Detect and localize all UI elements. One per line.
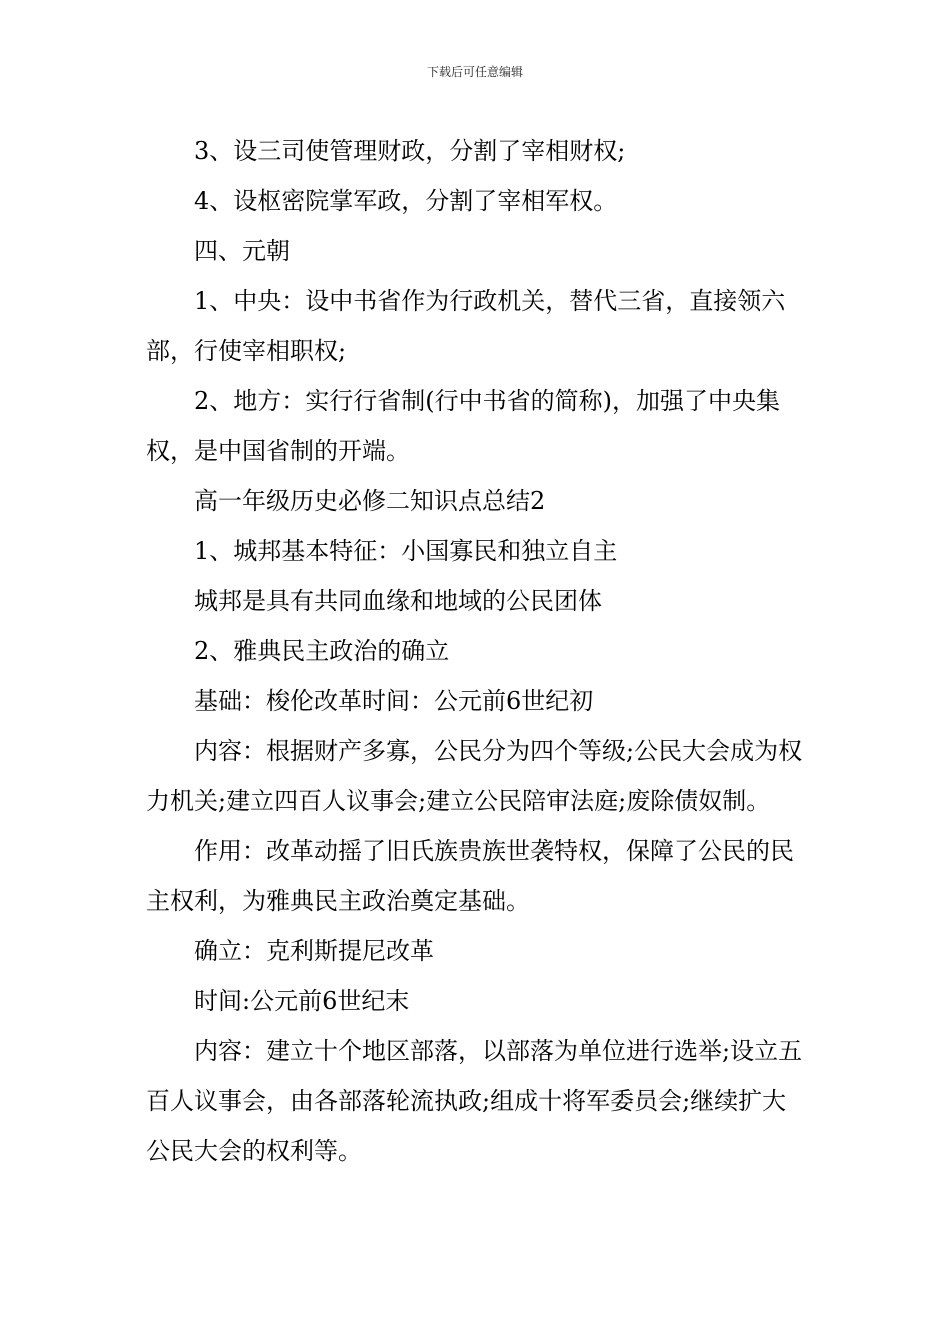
paragraph-cleisthenes-establishment: 确立：克利斯提尼改革	[194, 937, 434, 965]
paragraph-song-privy-council: 4、设枢密院掌军政，分割了宰相军权。	[194, 187, 618, 215]
paragraph-cleisthenes-content: 内容：建立十个地区部落，以部落为单位进行选举;设立五百人议事会，由各部落轮流执政;组成十将军委员会;继续扩大公民大会的权利等。	[146, 1037, 803, 1165]
paragraph-yuan-local: 2、地方：实行行省制(行中书省的简称)，加强了中央集权，是中国省制的开端。	[146, 387, 780, 465]
paragraph-athens-democracy-heading: 2、雅典民主政治的确立	[194, 637, 450, 665]
section-title-summary-2: 高一年级历史必修二知识点总结2	[194, 487, 546, 515]
page-header: 下载后可任意编辑	[426, 65, 523, 79]
paragraph-city-state-features: 1、城邦基本特征：小国寡民和独立自主	[194, 537, 618, 565]
paragraph-solon-reform-effect: 作用：改革动摇了旧氏族贵族世袭特权，保障了公民的民主权利，为雅典民主政治奠定基础。	[146, 837, 794, 915]
paragraph-solon-reform-content: 内容：根据财产多寡，公民分为四个等级;公民大会成为权力机关;建立四百人议事会;建立公民陪审法庭;废除债奴制。	[146, 737, 803, 815]
paragraph-yuan-central: 1、中央：设中书省作为行政机关，替代三省，直接领六部，行使宰相职权;	[146, 287, 786, 365]
paragraph-city-state-definition: 城邦是具有共同血缘和地域的公民团体	[194, 587, 602, 615]
section-heading-yuan: 四、元朝	[194, 237, 290, 265]
paragraph-song-three-departments: 3、设三司使管理财政，分割了宰相财权;	[194, 137, 626, 165]
paragraph-solon-reform-basis: 基础：梭伦改革时间：公元前6世纪初	[194, 687, 594, 715]
paragraph-cleisthenes-time: 时间:公元前6世纪末	[194, 987, 410, 1015]
document-body	[146, 126, 808, 1176]
